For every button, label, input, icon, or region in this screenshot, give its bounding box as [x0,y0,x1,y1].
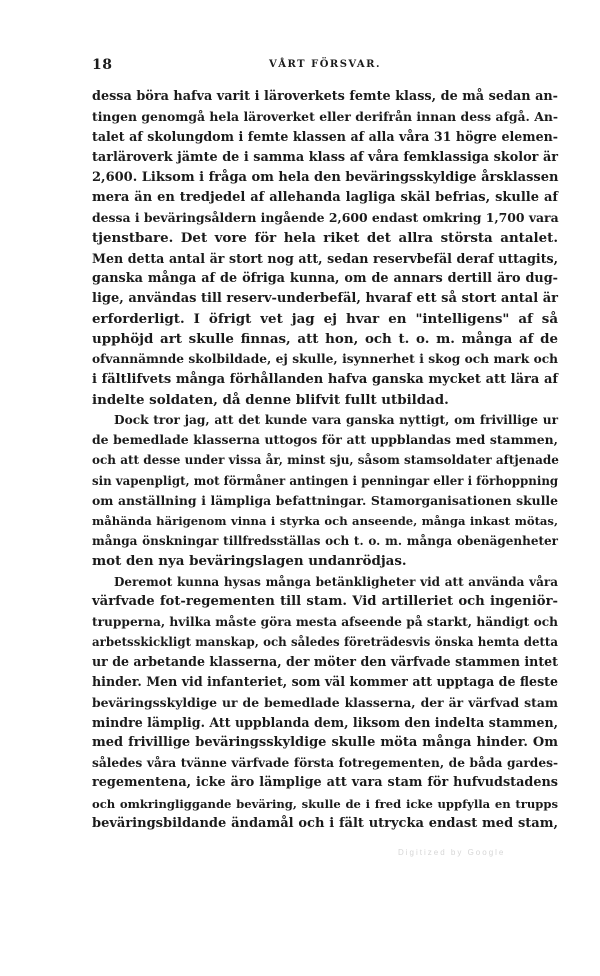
text-line: Dock tror jag, att det kunde vara ganska nyttigt, om frivillige ur [114,413,558,427]
text-line: ur de arbetande klasserna, der möter den värfvade stammen intet [92,654,558,670]
text-line: Deremot kunna hysas många betänkligheter vid att använda våra [114,574,558,589]
text-line: ofvannämnde skolbildade, ej skulle, isynnerhet i skog och mark och [92,352,558,367]
page-number: 18 [92,57,113,73]
body-text [92,87,558,834]
text-line: med frivillige beväringsskyldige skulle möta många hinder. Om [92,735,558,750]
text-line: regementena, icke äro lämplige att vara stam för hufvudstadens [92,775,558,791]
text-line: talet af skolungdom i femte klassen af alla våra 31 högre elemen- [92,129,558,145]
text-line: lige, användas till reserv-underbefäl, hvaraf ett så stort antal är [92,290,558,306]
text-line: de bemedlade klasserna uttogos för att uppblandas med stammen, [92,432,558,448]
text-line: om anställning i lämpliga befattningar. Stamorganisationen skulle [92,492,558,508]
text-line: värfvade fot-regementen till stam. Vid artilleriet och ingeniör- [92,593,558,609]
text-line: mera än en tredjedel af allehanda lagliga skäl befrias, skulle af [92,189,558,205]
text-line: beväringsskyldige ur de bemedlade klasserna, der är värfvad stam [92,694,558,710]
text-line: hinder. Men vid infanteriet, som väl kommer att upptaga de fleste [92,674,558,690]
text-line: måhända härigenom vinna i styrka och anseende, många inkast mötas, [92,513,558,528]
text-line: mot den nya beväringslagen undanrödjas. [92,553,407,570]
text-line: i fältlifvets många förhållanden hafva ganska mycket att lära af [92,371,558,387]
digitization-watermark: Digitized by Google [398,848,506,857]
text-line: upphöjd art skulle finnas, att hon, och t. o. m. många af de [92,331,558,348]
text-line: ganska många af de öfriga kunna, om de annars dertill äro dug- [92,270,558,286]
text-line: dessa böra hafva varit i läroverkets femte klass, de må sedan an- [92,89,558,104]
running-title: VÅRT FÖRSVAR. [269,59,381,70]
text-line: beväringsbildande ändamål och i fält utrycka endast med stam, [92,815,558,831]
text-line: sin vapenpligt, mot förmåner antingen i penningar eller i förhoppning [92,473,559,488]
text-line: tarläroverk jämte de i samma klass af våra femklassiga skolor är [92,149,558,165]
text-line: många önskningar tillfredsställas och t. o. m. många obenägenheter [92,534,558,549]
text-line: indelte soldaten, då denne blifvit fullt utbildad. [92,391,449,408]
text-line: erforderligt. I öfrigt vet jag ej hvar en "intelligens" af så [92,311,558,328]
text-line: Men detta antal är stort nog att, sedan reservbefäl deraf uttagits, [92,250,558,266]
text-line: tingen genomgå hela läroverket eller derifrån innan dess afgå. An- [92,109,558,125]
text-line: och omkringliggande beväring, skulle de i fred icke uppfylla en trupps [92,796,558,811]
text-line: 2,600. Liksom i fråga om hela den beväringsskyldige årsklassen [92,169,559,185]
text-line: och att desse under vissa år, minst sju, såsom stamsoldater aftjenade [92,453,559,468]
text-line: trupperna, hvilka måste göra mesta afseende på starkt, händigt och [92,614,558,629]
text-line: mindre lämplig. Att uppblanda dem, liksom den indelta stammen, [92,714,558,730]
text-line: tjenstbare. Det vore för hela riket det allra största antalet. [92,230,558,247]
page-header [92,57,558,77]
text-line: arbetsskickligt manskap, och således företrädesvis önska hemta detta [92,635,558,650]
text-line: dessa i beväringsåldern ingående 2,600 endast omkring 1,700 vara [92,210,559,226]
text-line: således våra tvänne värfvade första fotregementen, de båda gardes- [92,756,558,771]
